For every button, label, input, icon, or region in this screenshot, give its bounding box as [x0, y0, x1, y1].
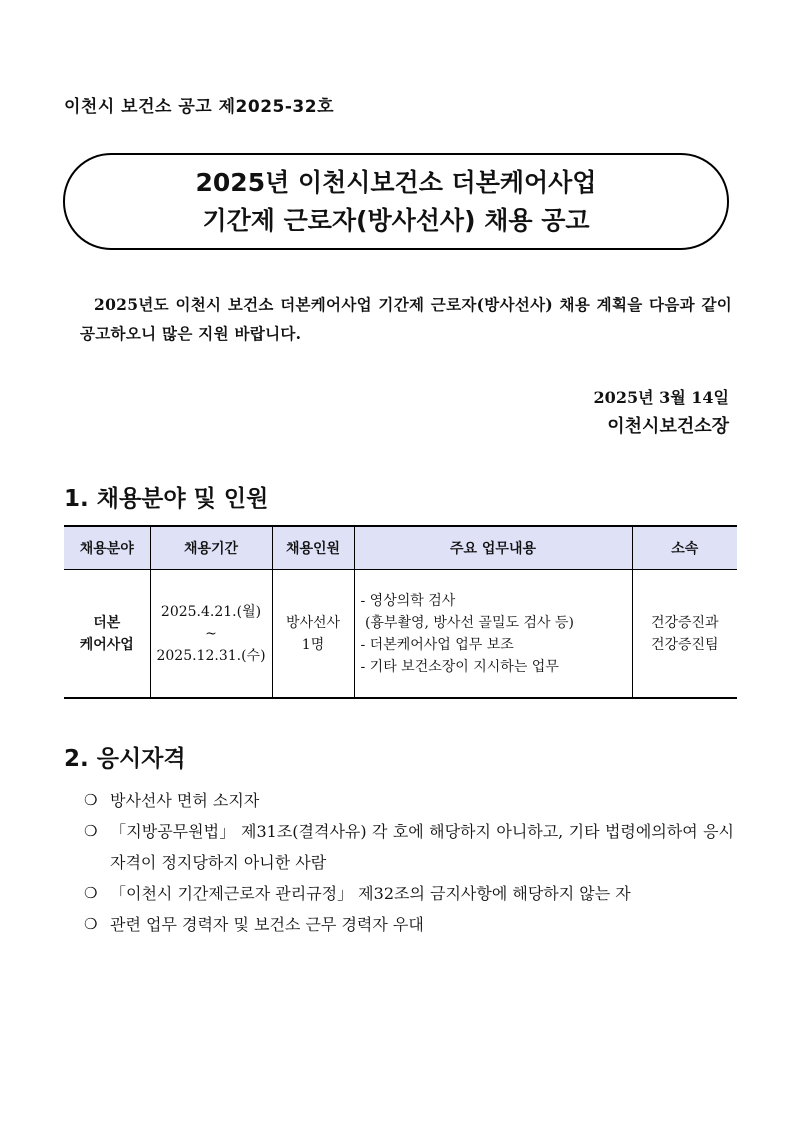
- title-line-2: 기간제 근로자(방사선사) 채용 공고: [202, 205, 590, 235]
- title-box: [63, 153, 729, 250]
- list-item: [84, 878, 734, 909]
- duty-item: - 더본케어사업 업무 보조: [360, 636, 514, 653]
- header-department: 소속: [632, 526, 737, 570]
- bullet-icon: ❍: [84, 822, 98, 840]
- period-start: 2025.4.21.(월): [160, 603, 262, 620]
- qualifications-list: [84, 785, 734, 940]
- cell-period: [150, 570, 272, 699]
- duty-item: - 기타 보건소장이 지시하는 업무: [360, 658, 559, 675]
- qualification-text: 관련 업무 경력자 및 보건소 근무 경력자 우대: [110, 915, 424, 934]
- section-2-title: 2. 응시자격: [64, 746, 186, 772]
- period-end: 2025.12.31.(수): [156, 647, 266, 664]
- count-role: 방사선사: [285, 614, 341, 631]
- announcement-date: 2025년 3월 14일: [593, 388, 729, 407]
- duty-item: (흉부촬영, 방사선 골밀도 검사 등): [360, 614, 574, 631]
- field-line: 더본: [93, 614, 121, 631]
- cell-duties: [354, 570, 632, 699]
- cell-field: [64, 570, 150, 699]
- field-line: 케어사업: [79, 636, 134, 653]
- recruitment-table: [64, 525, 737, 699]
- qualification-text: 「이천시 기간제근로자 관리규정」 제32조의 금지사항에 해당하지 않는 자: [110, 884, 631, 903]
- bullet-icon: ❍: [84, 791, 98, 809]
- intro-paragraph: 2025년도 이천시 보건소 더본케어사업 기간제 근로자(방사선사) 채용 계획을 다음과 같이 공고하오니 많은 지원 바랍니다.: [80, 295, 732, 343]
- period-separator: ~: [205, 625, 217, 642]
- qualification-text: 「지방공무원법」 제31조(결격사유) 각 호에 해당하지 아니하고, 기타 법령에의하여 응시자격이 정지당하지 아니한 사람: [110, 822, 734, 872]
- header-period: 채용기간: [150, 526, 272, 570]
- bullet-icon: ❍: [84, 915, 98, 933]
- issuer: 이천시보건소장: [607, 416, 729, 437]
- department-line: 건강증진팀: [650, 636, 719, 653]
- list-item: [84, 816, 734, 878]
- section-1-title: 1. 채용분야 및 인원: [64, 486, 269, 512]
- table-header-row: [64, 526, 737, 570]
- list-item: [84, 785, 734, 816]
- bullet-icon: ❍: [84, 884, 98, 902]
- list-item: [84, 909, 734, 940]
- table-row: [64, 570, 737, 699]
- header-duties: 주요 업무내용: [354, 526, 632, 570]
- cell-department: [632, 570, 737, 699]
- title-line-1: 2025년 이천시보건소 더본케어사업: [195, 167, 597, 197]
- notice-number: 이천시 보건소 공고 제2025-32호: [64, 97, 335, 117]
- cell-count: [272, 570, 354, 699]
- count-number: 1명: [301, 636, 325, 653]
- qualification-text: 방사선사 면허 소지자: [110, 791, 260, 810]
- header-count: 채용인원: [272, 526, 354, 570]
- header-field: 채용분야: [64, 526, 150, 570]
- department-line: 건강증진과: [650, 614, 719, 631]
- duty-item: - 영상의학 검사: [360, 592, 456, 609]
